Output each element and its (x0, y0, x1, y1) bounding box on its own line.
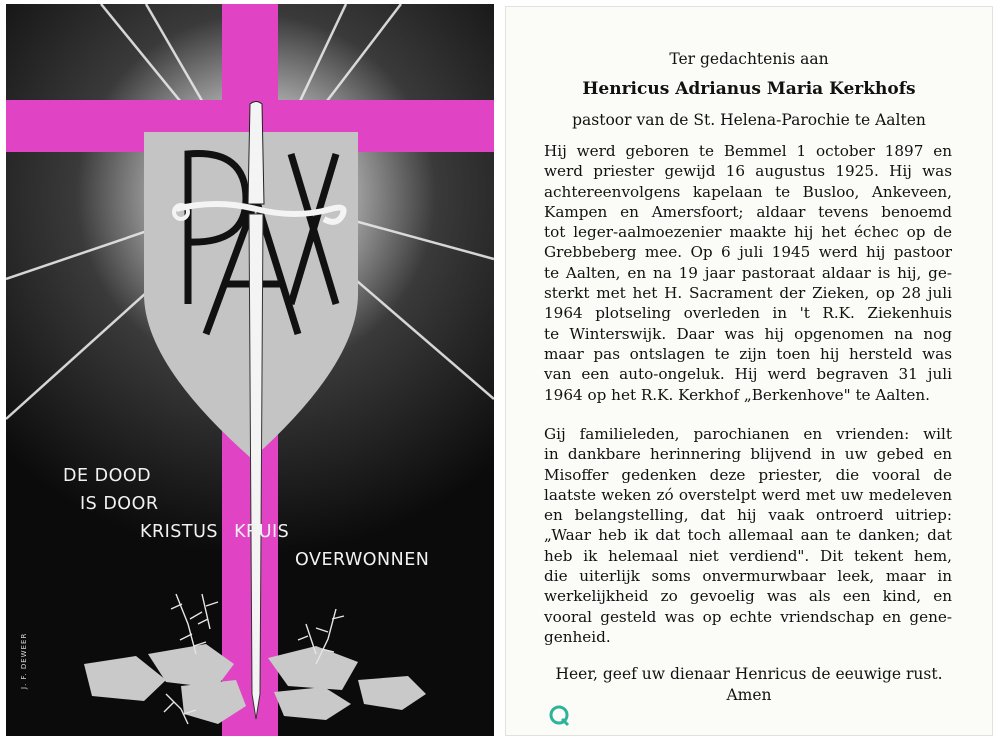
deceased-role: pastoor van de St. Helena-Parochie te Aalten (572, 111, 926, 129)
text-line: laatste weken zó overstelpt werd met uw medeleven (544, 485, 952, 504)
text-line: Grebbeberg mee. Op 6 juli 1945 werd hij pastoor (544, 243, 952, 262)
motto-line-2: IS DOOR (80, 494, 159, 514)
text-line: 1964 plotseling overleden in 't R.K. Ziekenhuis (544, 304, 952, 323)
text-line: Hij werd geboren te Bemmel 1 october 1897 en (544, 142, 952, 160)
text-line: genheid. (544, 627, 611, 646)
motto-line-3: KRISTUS KRUIS (140, 522, 290, 542)
amen: Amen (726, 686, 772, 704)
text-line: Misoffer gedenken deze priester, die vooral de (544, 465, 952, 484)
text-line: werkelijkheid zo gevoelig was als een kind, en (544, 587, 952, 606)
in-memory-heading: Ter gedachtenis aan (669, 50, 829, 68)
deceased-name: Henricus Adrianus Maria Kerkhofs (582, 79, 916, 99)
front-artwork (6, 4, 494, 736)
text-line: in dankbare herinnering blijvend in uw gebed en (544, 445, 952, 464)
text-line: maar pas ontslagen te zijn toen hij hersteld was (544, 344, 952, 363)
text-line: „Waar heb ik dat toch allemaal aan te danken; dat (544, 526, 952, 545)
text-line: en belangstelling, dat hij vaak ontroerd uitriep: (544, 506, 952, 525)
text-line: te Winterswijk. Daar was hij opgenomen na nog (544, 324, 952, 343)
collector-stamp-icon (546, 703, 572, 729)
text-line: werd priester gewijd 16 augustus 1925. Hij was (544, 162, 952, 181)
artist-credit: J. F. DEWEER (20, 632, 28, 689)
text-line: Kampen en Amersfoort; aldaar tevens benoemd (544, 202, 952, 221)
text-line: vooral gesteld was op echte vriendschap en gene- (544, 607, 952, 626)
text-line: te Aalten, en na 19 jaar pastoraat aldaar is hij, ge- (544, 263, 952, 282)
biography-paragraph (544, 141, 952, 405)
text-line: van een auto-ongeluk. Hij werd begraven 31 juli (544, 365, 952, 384)
text-line: achtereenvolgens kapelaan te Busloo, Ankeveen, (544, 182, 952, 201)
closing-prayer: Heer, geef uw dienaar Henricus de eeuwige rust. (555, 665, 943, 683)
text-line: sterkt met het H. Sacrament der Zieken, op 28 juli (544, 284, 952, 303)
back-card (505, 6, 993, 736)
motto-line-4: OVERWONNEN (295, 550, 430, 570)
text-line: heb ik helemaal niet verdiend". Dit tekent hem, (544, 546, 952, 565)
motto-line-1: DE DOOD (63, 466, 152, 486)
text-line: die uiterlijk soms onvermurwbaar leek, maar in (544, 567, 952, 586)
text-line: Gij familieleden, parochianen en vrienden: wilt (544, 425, 952, 443)
remembrance-paragraph (544, 424, 952, 647)
text-line: 1964 op het R.K. Kerkhof „Berkenhove" te Aalten. (544, 385, 930, 404)
front-card (6, 4, 494, 736)
text-line: tot leger-aalmoezenier maakte hij het échec op de (544, 223, 952, 242)
